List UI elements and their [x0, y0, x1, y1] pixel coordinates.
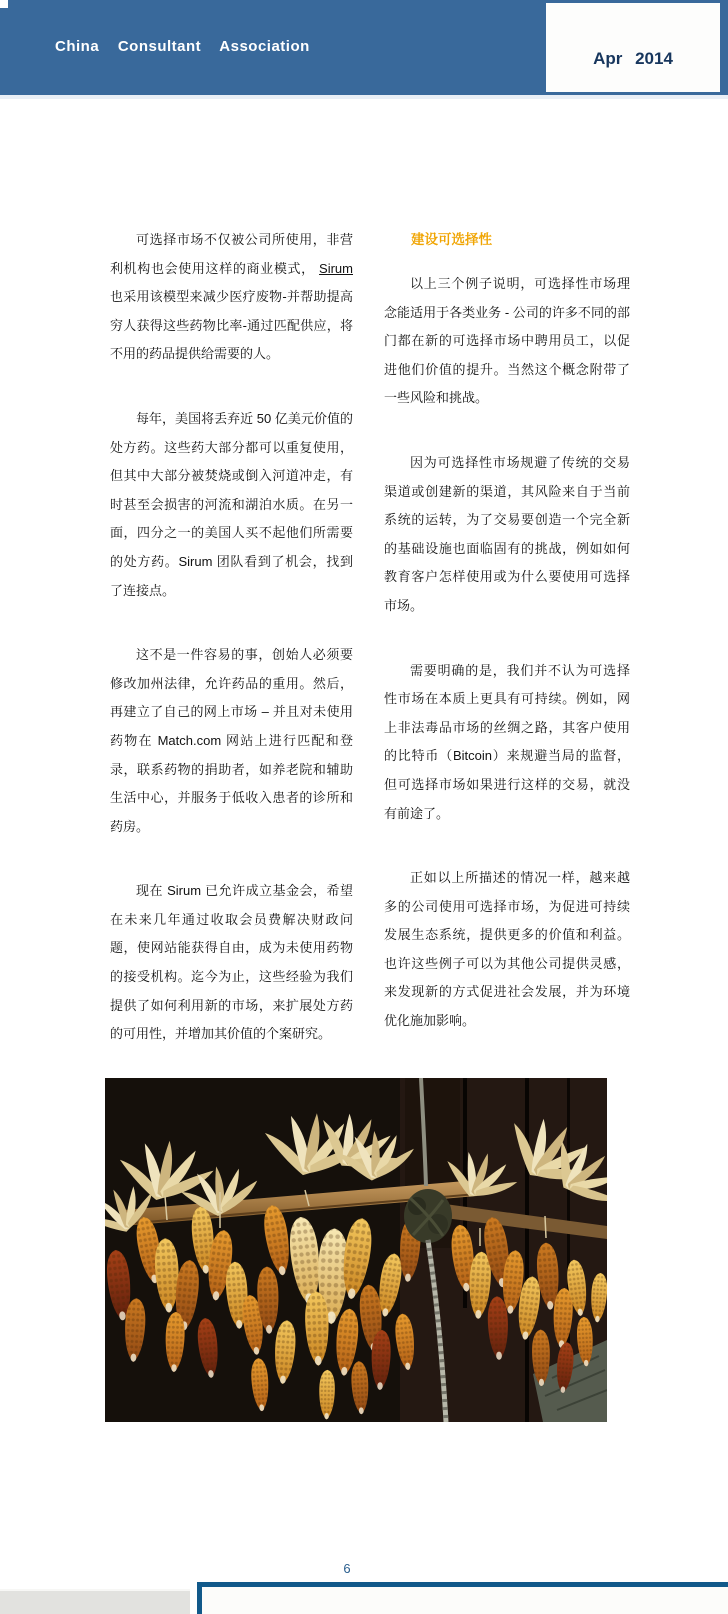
paragraph: 因为可选择性市场规避了传统的交易渠道或创建新的渠道，其风险来自于当前系统的运转，为了交易要创造一个完全新的基础设施也面临固有的挑战，例如如何教育客户怎样使用或为什么要使用可选择市场。 [384, 454, 630, 613]
date-text: Apr 2014 [593, 48, 673, 68]
paragraph: 正如以上所描述的情况一样，越来越多的公司使用可选择市场，为促进可持续发展生态系统，提供更多的价值和利益。也许这些例子可以为其他公司提供灵感，来发现新的方式促进社会发展，并为环境优化施加影响。 [384, 870, 630, 1029]
footer-gray-strip [0, 1589, 190, 1614]
paragraph: 每年，美国将丢弃近 50 亿美元价值的处方药。这些药大部分都可以重复使用，但其中大部分被焚烧或倒入河道冲走，有时甚至会损害的河流和湖泊水质。在另一面，四分之一的美国人买不起他们所需要的处方药。Sirum 团队看到了机会，找到了连接点。 [110, 410, 353, 598]
footer-box [197, 1582, 728, 1614]
left-column [110, 226, 353, 1085]
paragraph: 以上三个例子说明，可选择性市场理念能适用于各类业务 - 公司的许多不同的部门都在新的可选择市场中聘用员工，以促进他们价值的提升。当然这个概念附带了一些风险和挑战。 [384, 276, 630, 406]
paragraph: 现在 Sirum 已允许成立基金会，希望在未来几年通过收取会员费解决财政问题，使网站能获得自由，成为未使用药物的接受机构。迄今为止，这些经验为我们提供了如何利用新的市场，来扩展处方药的可用性，并增加其价值的个案研究。 [110, 883, 353, 1042]
paragraph: 这不是一件容易的事，创始人必须要修改加州法律，允许药品的重用。然后，再建立了自己的网上市场 – 并且对未使用药物在 Match.com 网站上进行匹配和登录，联系药物的捐助者，如养老院和辅助生活中心，并服务于低收入患者的诊所和药房。 [110, 647, 353, 834]
paragraph [110, 226, 353, 369]
corner-notch [0, 0, 8, 8]
date-badge [546, 3, 720, 92]
paragraph: 需要明确的是，我们并不认为可选择性市场在本质上更具有可持续。例如，网上非法毒品市场的丝绸之路，其客户使用的比特币（Bitcoin）来规避当局的监督，但可选择市场如果进行这样的交易，就没有前途了。 [384, 662, 630, 821]
section-title: 建设可选择性 [411, 232, 492, 247]
corn-photo [105, 1078, 607, 1422]
sirum-link[interactable]: Sirum [319, 260, 353, 276]
paragraph-text: 可选择市场不仅被公司所使用，非营利机构也会使用这样的商业模式， [110, 232, 353, 276]
header-substrip [0, 95, 728, 99]
header-banner [0, 0, 728, 95]
paragraph-text: 也采用该模型来减少医疗废物-并帮助提高穷人获得这些药物比率-通过匹配供应，将不用的药品提供给需要的人。 [110, 289, 353, 362]
right-column [384, 226, 630, 1072]
brand-title: China Consultant Association [55, 38, 310, 55]
page-number: 6 [343, 1561, 351, 1576]
